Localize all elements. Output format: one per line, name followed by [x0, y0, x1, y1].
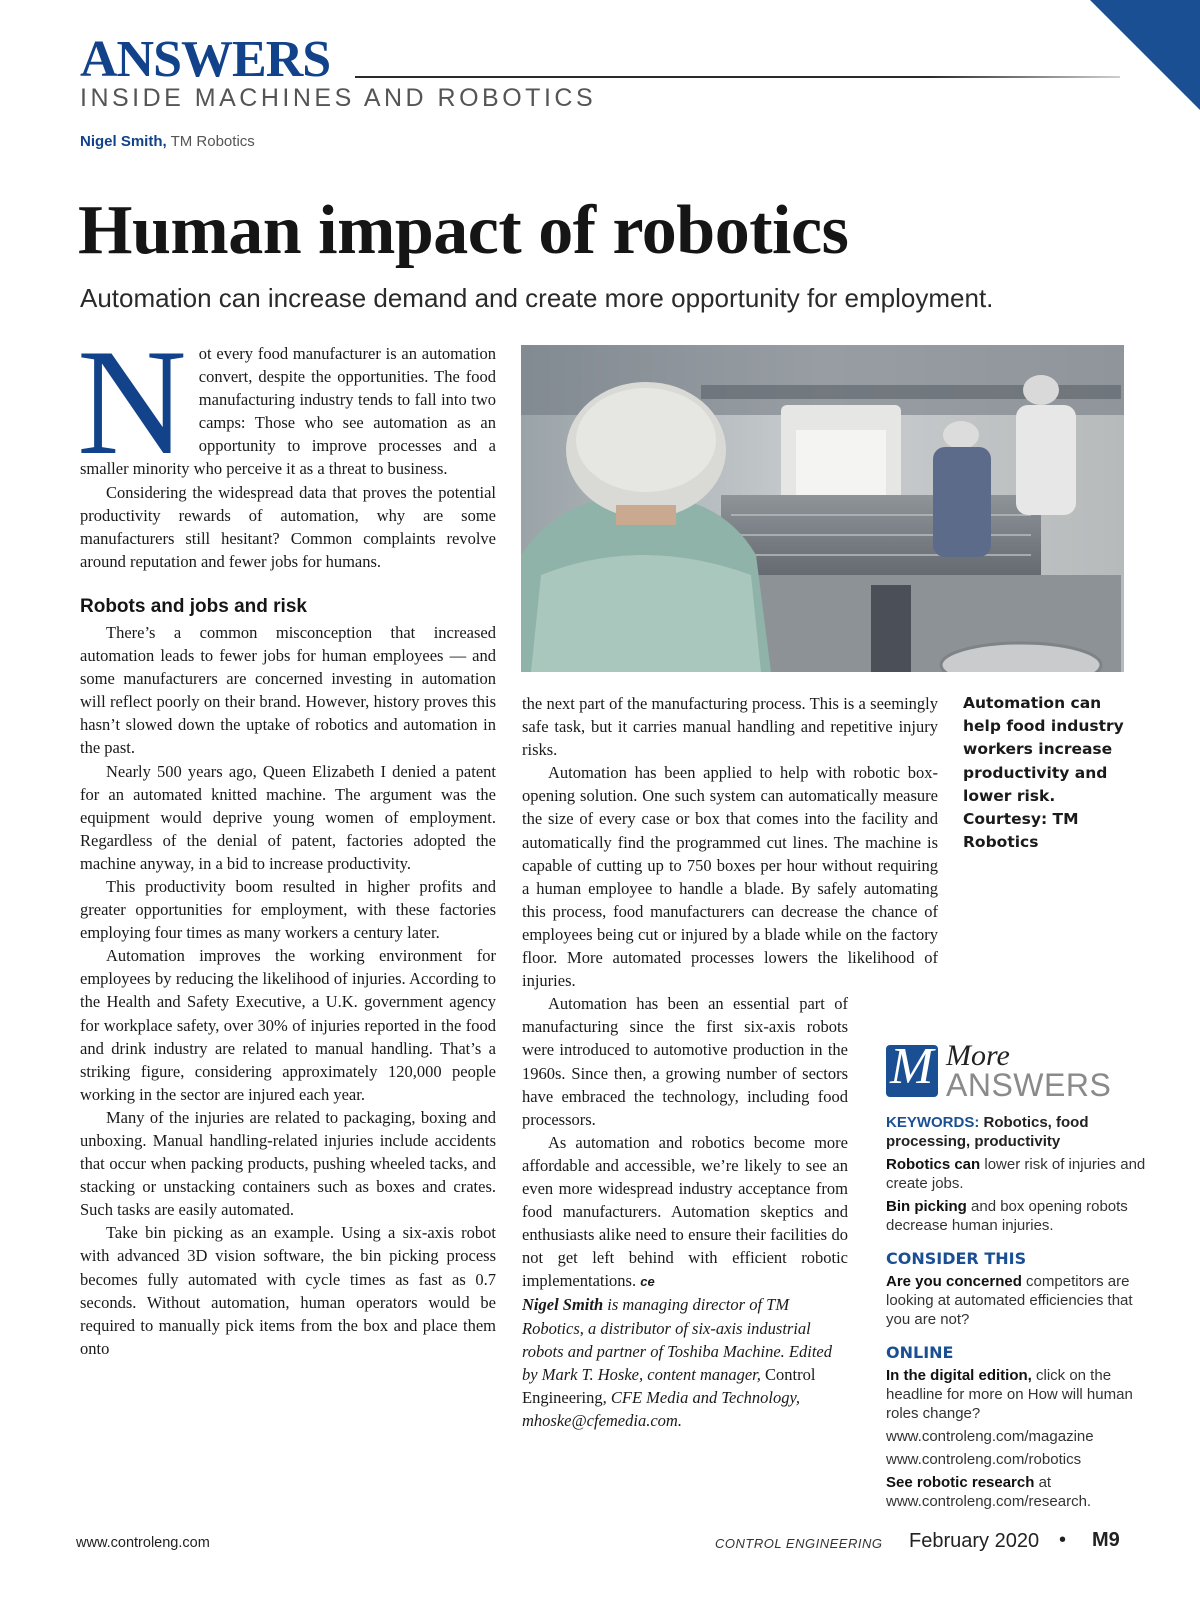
author-name: Nigel Smith,: [80, 133, 167, 150]
logo-answers-text: ANSWERS: [946, 1067, 1112, 1103]
header-rule: [355, 76, 1120, 78]
paragraph: Take bin picking as an example. Using a six-axis robot with advanced 3D vision software, the bin picking process becomes fully automated with cycle times as fast as 0.7 seconds. Without automation, human operators would be required to manually pick items from the box and place them onto: [80, 1223, 496, 1358]
sidebar-item: Bin picking and box opening robots decrease human injuries.: [886, 1198, 1128, 1234]
article-column-2: [522, 692, 938, 1432]
consider-text: Are you concerned competitors are looking at automated efficiencies that you are not?: [886, 1273, 1133, 1328]
keywords-label: KEYWORDS:: [886, 1114, 980, 1131]
column-2-narrow: [522, 992, 848, 1432]
bio-author-name: Nigel Smith: [522, 1295, 604, 1315]
photo-caption: Automation can help food industry workers increase productivity and lower risk. Courtesy: TM Robotics: [963, 694, 1124, 852]
end-mark: ce: [640, 1274, 655, 1290]
page-number: M9: [1092, 1529, 1120, 1551]
article-title[interactable]: Human impact of robotics: [78, 192, 849, 269]
food-factory-photo: [521, 345, 1124, 672]
keywords: KEYWORDS: Robotics, food processing, productivity: [886, 1114, 1089, 1150]
m-logo-icon: M: [886, 1045, 938, 1097]
bio-publication: Control Engineering: [522, 1364, 816, 1407]
link-robotics[interactable]: www.controleng.com/robotics: [886, 1451, 1082, 1468]
paragraph: ot every food manufacturer is an automation convert, despite the opportunities. The food manufacturing industry tends to fall into two camps: Those who see automation as an opportunity to improve processes and a smaller minority who perceive it as a threat to business.: [80, 344, 496, 479]
consider-heading: CONSIDER THIS: [886, 1249, 1027, 1268]
paragraph: There’s a common misconception that increased automation leads to fewer jobs for human employees — and some manufacturers are concerned investing in automation will reflect poorly on their brand. However, history proves this hasn’t slowed down the uptake of robotics and automation in the past.: [80, 622, 496, 758]
paragraph: the next part of the manufacturing process. This is a seemingly safe task, but it carries manual handling and repetitive injury risks.: [522, 694, 938, 760]
article-subtitle: Automation can increase demand and create more opportunity for employment.: [80, 283, 994, 313]
section-subtitle: INSIDE MACHINES AND ROBOTICS: [80, 84, 597, 112]
logo-more-text: More: [946, 1039, 1010, 1072]
paragraph: Nearly 500 years ago, Queen Elizabeth I denied a patent for an automated knitted machine. The argument was the equipment would deprive young women of employment. Regardless of the denial of patent, factories adopted the machine anyway, in a bid to increase productivity.: [80, 761, 496, 873]
paragraph: Considering the widespread data that proves the potential productivity rewards of automation, why are some manufacturers still hesitant? Common complaints revolve around reputation and fewer jobs for humans.: [80, 482, 496, 571]
footer-url[interactable]: www.controleng.com: [76, 1535, 210, 1551]
more-answers-logo: [886, 1038, 1156, 1105]
section-subhead: Robots and jobs and risk: [80, 595, 307, 617]
online-heading: ONLINE: [886, 1343, 954, 1362]
paragraph: Automation improves the working environment for employees by reducing the likelihood of injuries. According to the Health and Safety Executive, a U.K. government agency for workplace safety, over 30% of injuries reported in the food and drink industry are related to manual handling. That’s a striking figure, considering approximately 120,000 people working in the sector are injured each year.: [80, 946, 496, 1104]
corner-accent: [1090, 0, 1200, 110]
author-bio: Nigel Smith is managing director of TM Robotics, a distributor of six-axis industrial robots and partner of Toshiba Machine. Edited by Mark T. Hoske, content manager, Control Engineering, CFE Media and Technology, mhoske@cfemedia.com.: [522, 1295, 832, 1430]
footer-date: February 2020: [909, 1530, 1040, 1552]
paragraph: Many of the injuries are related to packaging, boxing and unboxing. Manual handling-related injuries include accidents that occur when packing products, pushing wheeled tacks, and stacking or unstacking containers such as boxes and crates. Such tasks are easily automated.: [80, 1107, 496, 1220]
footer-publication: CONTROL ENGINEERING: [715, 1536, 883, 1551]
paragraph: Automation has been applied to help with robotic box-opening solution. One such system can automatically measure the size of every case or box that comes into the facility and automatically find the programmed cut lines. The machine is capable of cutting up to 750 boxes per hour without requiring a human employee to handle a blade. By safely automating this process, food manufacturers can decrease the chance of employees being cut or injured by a blade while on the factory floor. More automated processes lowers the likelihood of injuries.: [522, 763, 938, 991]
online-text: In the digital edition, click on the headline for more on How will human roles change?: [886, 1367, 1133, 1422]
section-title: ANSWERS: [80, 31, 331, 88]
author-company: TM Robotics: [170, 133, 255, 150]
paragraph: This productivity boom resulted in higher profits and greater opportunities for employment, with these factories employing four times as many workers a century later.: [80, 876, 496, 943]
article-column-1: [77, 318, 496, 1360]
research-link[interactable]: See robotic research at www.controleng.com/research.: [886, 1474, 1092, 1510]
drop-cap: N: [77, 318, 187, 486]
more-answers-sidebar: [886, 1038, 1156, 1515]
article-photo: [521, 345, 1124, 672]
byline: [80, 133, 255, 150]
link-magazine[interactable]: www.controleng.com/magazine: [886, 1428, 1094, 1445]
footer-bullet: •: [1059, 1529, 1067, 1551]
sidebar-item: Robotics can lower risk of injuries and create jobs.: [886, 1156, 1146, 1192]
paragraph: As automation and robotics become more affordable and accessible, we’re likely to see an even more widespread industry acceptance from food manufacturers. Automation skeptics and enthusiasts alike need to ensure their facilities do not get left behind with efficient robotic implementations. ce: [522, 1132, 848, 1291]
paragraph: Automation has been an essential part of manufacturing since the first six-axis robots were introduced to automotive production in the 1960s. Since then, a growing number of sectors have embraced the technology, including food processors.: [522, 994, 848, 1129]
